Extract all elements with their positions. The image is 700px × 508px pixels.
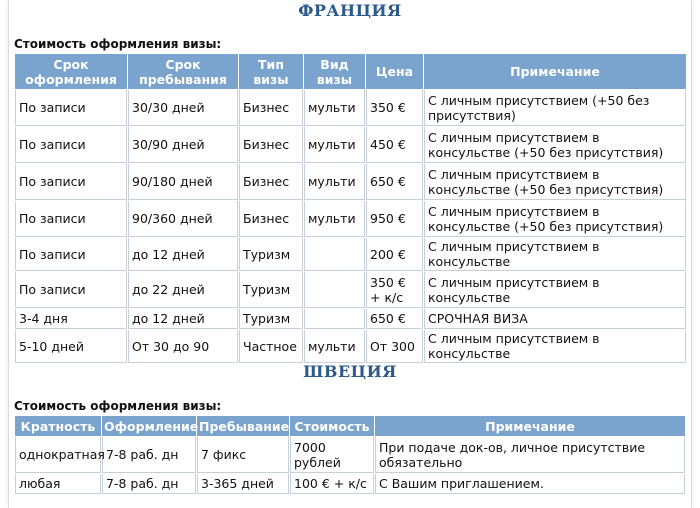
table-cell: Бизнес [239,127,303,163]
france-price-table [14,53,687,364]
table-cell: 350 € [366,90,423,126]
table-cell: 5-10 дней [15,330,127,363]
table-cell: мульти [304,330,365,363]
table-cell: От 30 до 90 [128,330,238,363]
col-header: Пребывание [197,416,289,436]
table-cell: Бизнес [239,164,303,200]
table-cell: 3-4 дня [15,309,127,329]
table-row [15,330,686,363]
table-cell: 90/360 дней [128,201,238,237]
table-cell: С личным присутствием в консульстве (+50 без присутствия) [424,164,686,200]
col-header: Вид визы [304,54,365,89]
table-cell: 30/30 дней [128,90,238,126]
table-cell: С Вашим приглашением. [375,474,685,494]
table-cell: Бизнес [239,90,303,126]
table-row [15,474,685,494]
col-header: Срок оформления [15,54,127,89]
table-cell: мульти [304,127,365,163]
table-cell: С личным присутствием (+50 без присутствия) [424,90,686,126]
table-cell: 200 € [366,238,423,271]
table-cell: По записи [15,201,127,237]
col-header: Стоимость [290,416,374,436]
table-cell: 350 € + к/с [366,272,423,308]
col-header: Примечание [424,54,686,89]
table-row [15,201,686,237]
table-cell: 650 € [366,164,423,200]
col-header: Цена [366,54,423,89]
table-row [15,127,686,163]
table-cell: 650 € [366,309,423,329]
table-cell: 30/90 дней [128,127,238,163]
table-row [15,164,686,200]
table-cell [304,238,365,271]
france-caption: Стоимость оформления визы: [14,37,222,51]
col-header: Оформление [102,416,196,436]
france-title: ФРАНЦИЯ [298,1,402,20]
table-cell: однократная [15,437,101,473]
table-cell: Частное [239,330,303,363]
table-cell: При подаче док-ов, личное присутствие обязательно [375,437,685,473]
table-cell: 7 фикс [197,437,289,473]
table-row [15,437,685,473]
table-cell: Туризм [239,238,303,271]
col-header: Тип визы [239,54,303,89]
table-cell: С личным присутствием в консульстве [424,330,686,363]
table-row [15,309,686,329]
table-cell: По записи [15,127,127,163]
table-cell: 950 € [366,201,423,237]
table-cell: Туризм [239,272,303,308]
table-row [15,238,686,271]
table-cell: мульти [304,164,365,200]
table-cell: С личным присутствием в консульстве [424,238,686,271]
table-row [15,272,686,308]
table-cell: мульти [304,90,365,126]
sweden-title: ШВЕЦИЯ [303,362,397,381]
table-cell: до 22 дней [128,272,238,308]
table-cell: любая [15,474,101,494]
table-cell: По записи [15,90,127,126]
table-cell: 100 € + к/с [290,474,374,494]
table-cell: 90/180 дней [128,164,238,200]
table-row [15,90,686,126]
table-cell: до 12 дней [128,238,238,271]
table-cell: до 12 дней [128,309,238,329]
table-header-row [15,54,686,89]
table-cell: По записи [15,164,127,200]
table-cell: С личным присутствием в консульстве (+50 без присутствия) [424,127,686,163]
col-header: Примечание [375,416,685,436]
table-cell: Бизнес [239,201,303,237]
table-cell: По записи [15,238,127,271]
table-cell: 7-8 раб. дн [102,474,196,494]
table-cell: 3-365 дней [197,474,289,494]
table-cell: 7-8 раб. дн [102,437,196,473]
sweden-caption: Стоимость оформления визы: [14,399,222,413]
table-cell: Туризм [239,309,303,329]
table-header-row [15,416,685,436]
table-cell: С личным присутствием в консульстве (+50 без присутствия) [424,201,686,237]
table-cell: С личным присутствием в консульстве [424,272,686,308]
table-cell: 450 € [366,127,423,163]
table-cell: По записи [15,272,127,308]
col-header: Срок пребывания [128,54,238,89]
table-cell: СРОЧНАЯ ВИЗА [424,309,686,329]
table-cell [304,272,365,308]
table-cell: мульти [304,201,365,237]
table-cell [304,309,365,329]
table-cell: 7000 рублей [290,437,374,473]
col-header: Кратность [15,416,101,436]
table-cell: От 300 [366,330,423,363]
sweden-price-table [14,415,686,495]
